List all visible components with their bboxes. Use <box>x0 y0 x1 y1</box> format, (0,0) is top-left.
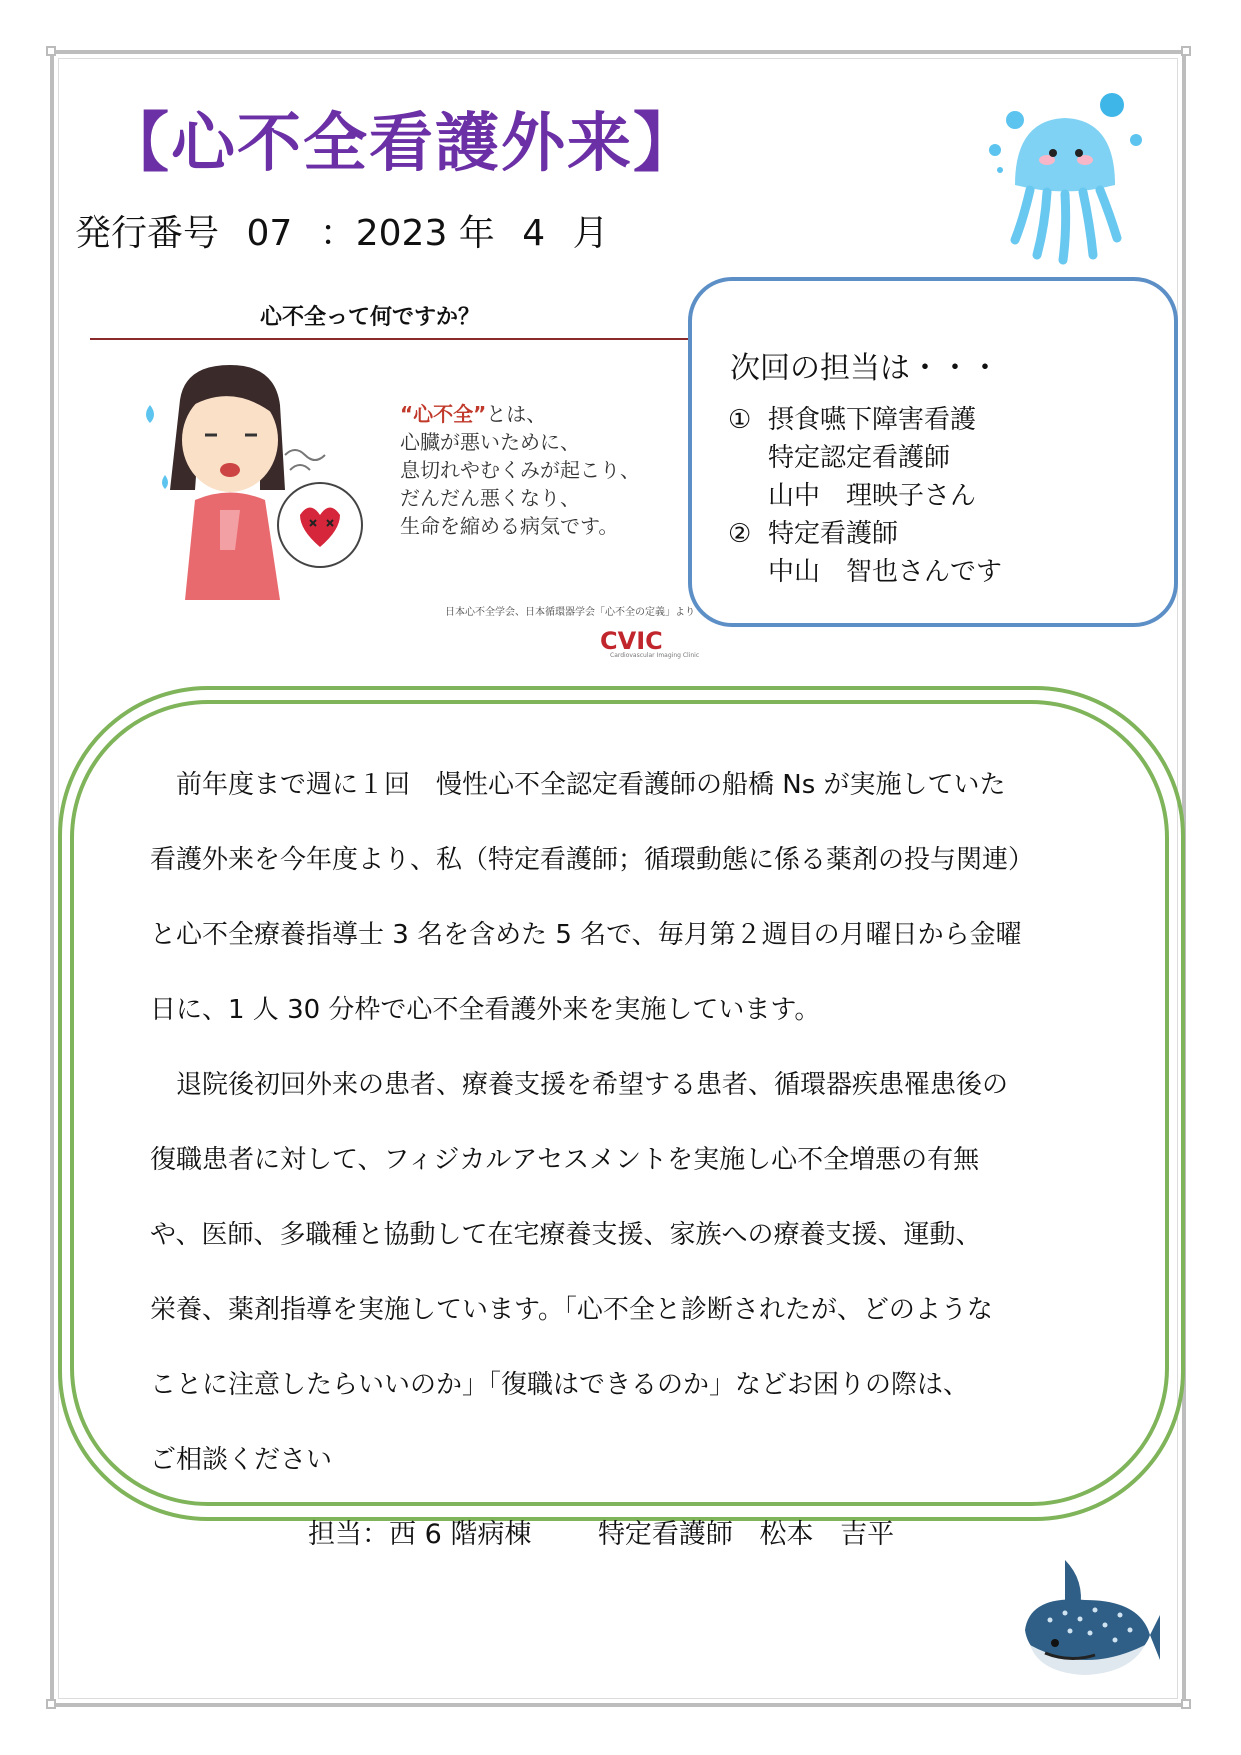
issue-month-unit: 月 <box>572 213 609 254</box>
body-line: と心不全療養指導士 3 名を含めた 5 名で、毎月第２週目の月曜日から金曜 <box>150 920 1022 950</box>
body-line: 栄養、薬剤指導を実施しています。「心不全と診断されたが、どのような <box>150 1295 993 1325</box>
list-number <box>728 439 768 477</box>
author-line <box>308 1512 912 1551</box>
author-given-name: 吉平 <box>840 1519 895 1550</box>
body-line: 看護外来を今年度より、私（特定看護師；循環動態に係る薬剤の投与関連） <box>150 845 1035 875</box>
body-line: や、医師、多職種と協動して在宅療養支援、家族への療養支援、運動、 <box>150 1220 982 1250</box>
whale-shark-illustration <box>1010 1555 1160 1690</box>
next-in-charge-box <box>688 277 1178 627</box>
next-in-charge-list <box>728 401 1002 591</box>
list-item <box>728 477 1002 515</box>
frame-corner <box>46 1699 56 1709</box>
body-line: 退院後初回外来の患者、療養支援を希望する患者、循環器疾患罹患後の <box>150 1070 1009 1100</box>
jellyfish-illustration <box>975 90 1155 270</box>
list-number: ② <box>728 519 752 549</box>
issue-month: 4 <box>522 213 546 254</box>
author-surname: 松本 <box>759 1519 814 1550</box>
infographic-line: 心臓が悪いために、 <box>400 430 580 454</box>
patient-illustration <box>135 360 370 600</box>
infographic-line: 生命を縮める病気です。 <box>400 514 619 538</box>
cvic-logo-subtitle: Cardiovascular Imaging Clinic <box>610 652 700 659</box>
infographic-line: だんだん悪くなり、 <box>400 486 580 510</box>
list-item <box>728 439 1002 477</box>
infographic-text <box>400 400 640 540</box>
list-text: 摂食嚥下障害看護 <box>768 405 977 435</box>
body-line: 前年度まで週に１回 慢性心不全認定看護師の船橋 Ns が実施していた <box>150 770 1006 800</box>
list-text: 山中 理映子さん <box>768 481 977 511</box>
frame-corner <box>1181 1699 1191 1709</box>
main-body-text <box>150 748 1110 1498</box>
infographic-divider <box>90 338 690 340</box>
body-line: ことに注意したらいいのか」「復職はできるのか」などお困りの際は、 <box>150 1370 970 1400</box>
list-number <box>728 553 768 591</box>
list-text: 特定看護師 <box>768 519 899 549</box>
next-in-charge-title: 次回の担当は・・・ <box>730 351 1000 386</box>
cvic-logo: CVIC <box>600 627 663 655</box>
issue-year: ：2023 年 <box>319 213 495 254</box>
body-line: 日に、1 人 30 分枠で心不全看護外来を実施しています。 <box>150 995 821 1025</box>
infographic-source: 日本心不全学会、日本循環器学会「心不全の定義」より <box>445 607 695 618</box>
list-item <box>728 515 1002 553</box>
infographic-term: “心不全” <box>400 402 487 426</box>
list-text: 特定認定看護師 <box>768 443 951 473</box>
heart-failure-infographic <box>90 290 700 665</box>
list-number <box>728 477 768 515</box>
frame-corner <box>1181 46 1191 56</box>
list-number: ① <box>728 405 752 435</box>
newsletter-title: 【心不全看護外来】 <box>105 107 699 181</box>
issue-number: 07 <box>246 213 293 254</box>
infographic-line: とは、 <box>486 402 547 426</box>
list-item <box>728 401 1002 439</box>
infographic-heading: 心不全って何ですか？ <box>260 305 481 330</box>
list-item <box>728 553 1002 591</box>
body-line: ご相談ください <box>150 1445 333 1475</box>
list-text: 中山 智也さんです <box>768 557 1003 587</box>
body-line: 復職患者に対して、フィジカルアセスメントを実施し心不全増悪の有無 <box>150 1145 980 1175</box>
author-role: 特定看護師 <box>597 1519 733 1550</box>
infographic-line: 息切れやむくみが起こり、 <box>400 458 640 482</box>
frame-corner <box>46 46 56 56</box>
author-department: 担当：西 6 階病棟 <box>308 1519 532 1550</box>
issue-line <box>75 205 625 256</box>
issue-label: 発行番号 <box>75 213 220 254</box>
